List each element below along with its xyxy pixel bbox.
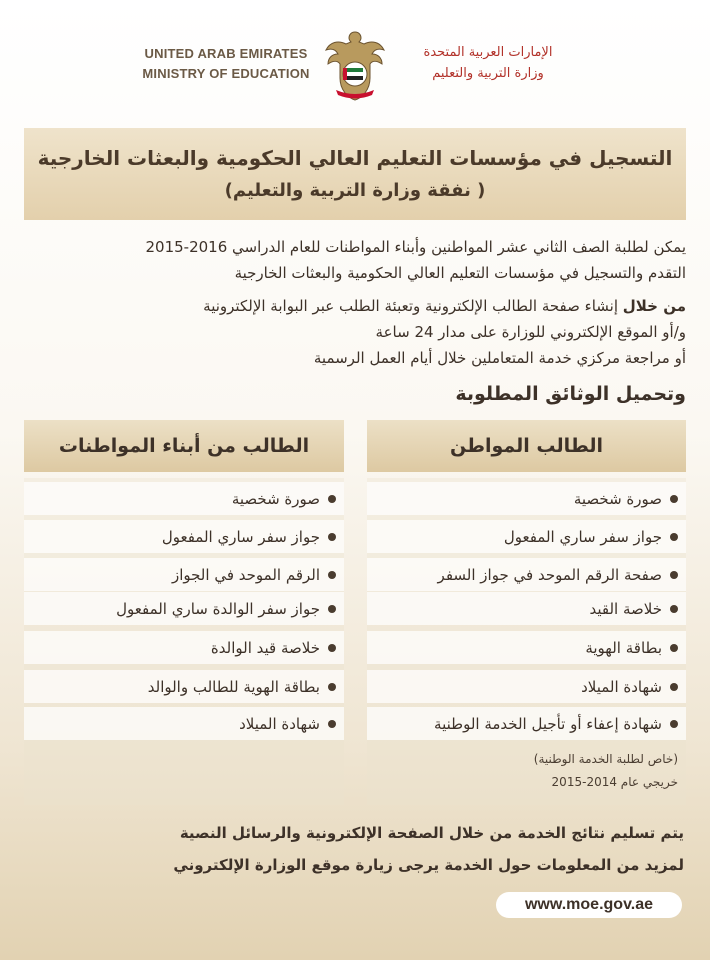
national-service-note: (خاص لطلبة الخدمة الوطنية): [533, 752, 678, 766]
more-info-note: لمزيد من المعلومات حول الخدمة يرجى زيارة موقع الوزارة الإلكتروني: [173, 856, 684, 874]
list-item: [24, 592, 344, 625]
list-item: [24, 482, 344, 515]
page-title: التسجيل في مؤسسات التعليم العالي الحكومية والبعثات الخارجية: [37, 146, 673, 170]
list-item: [367, 592, 686, 625]
list-item: [24, 631, 344, 664]
citizen-student-heading: الطالب المواطن: [367, 420, 686, 472]
list-item: [24, 707, 344, 740]
website-link[interactable]: www.moe.gov.ae: [496, 892, 682, 918]
list-item: [367, 482, 686, 515]
list-item: [367, 520, 686, 553]
list-item-label: الرقم الموحد في الجواز: [171, 565, 320, 584]
list-item-label: صورة شخصية: [573, 489, 662, 508]
bullet-icon: [328, 495, 336, 503]
bullet-icon: [670, 533, 678, 541]
bullet-icon: [328, 683, 336, 691]
bullet-icon: [328, 644, 336, 652]
title-band: [24, 128, 686, 220]
list-item-label: جواز سفر الوالدة ساري المفعول: [116, 599, 320, 618]
intro-line-2: التقدم والتسجيل في مؤسسات التعليم العالي الحكومية والبعثات الخارجية: [234, 264, 686, 282]
list-item-label: بطاقة الهوية للطالب والوالد: [147, 677, 320, 696]
bullet-icon: [328, 571, 336, 579]
bullet-icon: [670, 605, 678, 613]
bullet-icon: [670, 683, 678, 691]
page-subtitle: ( نفقة وزارة التربية والتعليم): [224, 180, 486, 201]
through-label: من خلال: [622, 297, 686, 315]
list-item-label: جواز سفر ساري المفعول: [161, 527, 320, 546]
country-name-ar: الإمارات العربية المتحدة: [423, 45, 553, 60]
list-item: [367, 558, 686, 591]
documents-heading: وتحميل الوثائق المطلوبة: [455, 383, 686, 405]
list-item-label: صفحة الرقم الموحد في جواز السفر: [437, 565, 662, 584]
country-name-en: UNITED ARAB EMIRATES: [144, 46, 308, 61]
list-item-label: خلاصة قيد الوالدة: [210, 638, 320, 657]
bullet-icon: [670, 495, 678, 503]
list-item-label: شهادة الميلاد: [581, 677, 662, 696]
bullet-icon: [328, 605, 336, 613]
list-item-label: صورة شخصية: [231, 489, 320, 508]
list-item: [24, 520, 344, 553]
bullet-icon: [328, 720, 336, 728]
results-delivery-note: يتم تسليم نتائج الخدمة من خلال الصفحة الإلكترونية والرسائل النصية: [179, 824, 684, 842]
list-item: [24, 670, 344, 703]
intro-line-4: و/أو الموقع الإلكتروني للوزارة على مدار 24 ساعة: [375, 323, 686, 341]
intro-line-1: يمكن لطلبة الصف الثاني عشر المواطنين وأبناء المواطنات للعام الدراسي 2016-2015: [145, 238, 686, 256]
ministry-name-en: MINISTRY OF EDUCATION: [142, 66, 310, 81]
citizen-mother-documents-list: [24, 478, 344, 805]
list-item: [367, 670, 686, 703]
list-item-label: خلاصة القيد: [589, 599, 662, 618]
bullet-icon: [670, 571, 678, 579]
ministry-name-arabic: [398, 42, 578, 84]
uae-emblem-icon: [324, 28, 386, 102]
list-item-label: بطاقة الهوية: [585, 638, 662, 657]
list-item: [24, 558, 344, 591]
list-item-label: شهادة إعفاء أو تأجيل الخدمة الوطنية: [434, 714, 662, 733]
intro-line-3: [26, 293, 686, 319]
list-item-label: جواز سفر ساري المفعول: [503, 527, 662, 546]
list-item: [367, 707, 686, 740]
intro-line-5: أو مراجعة مركزي خدمة المتعاملين خلال أيام العمل الرسمية: [313, 349, 686, 367]
list-item-label: شهادة الميلاد: [239, 714, 320, 733]
bullet-icon: [670, 644, 678, 652]
citizen-documents-list: [367, 478, 686, 805]
citizen-mother-student-heading: الطالب من أبناء المواطنات: [24, 420, 344, 472]
graduates-year-note: خريجي عام 2014-2015: [551, 775, 678, 789]
bullet-icon: [328, 533, 336, 541]
list-item: [367, 631, 686, 664]
bullet-icon: [670, 720, 678, 728]
ministry-name-english: [138, 44, 314, 84]
ministry-name-ar: وزارة التربية والتعليم: [432, 66, 544, 81]
intro-line-3-text: إنشاء صفحة الطالب الإلكترونية وتعبئة الطلب عبر البوابة الإلكترونية: [203, 297, 623, 315]
